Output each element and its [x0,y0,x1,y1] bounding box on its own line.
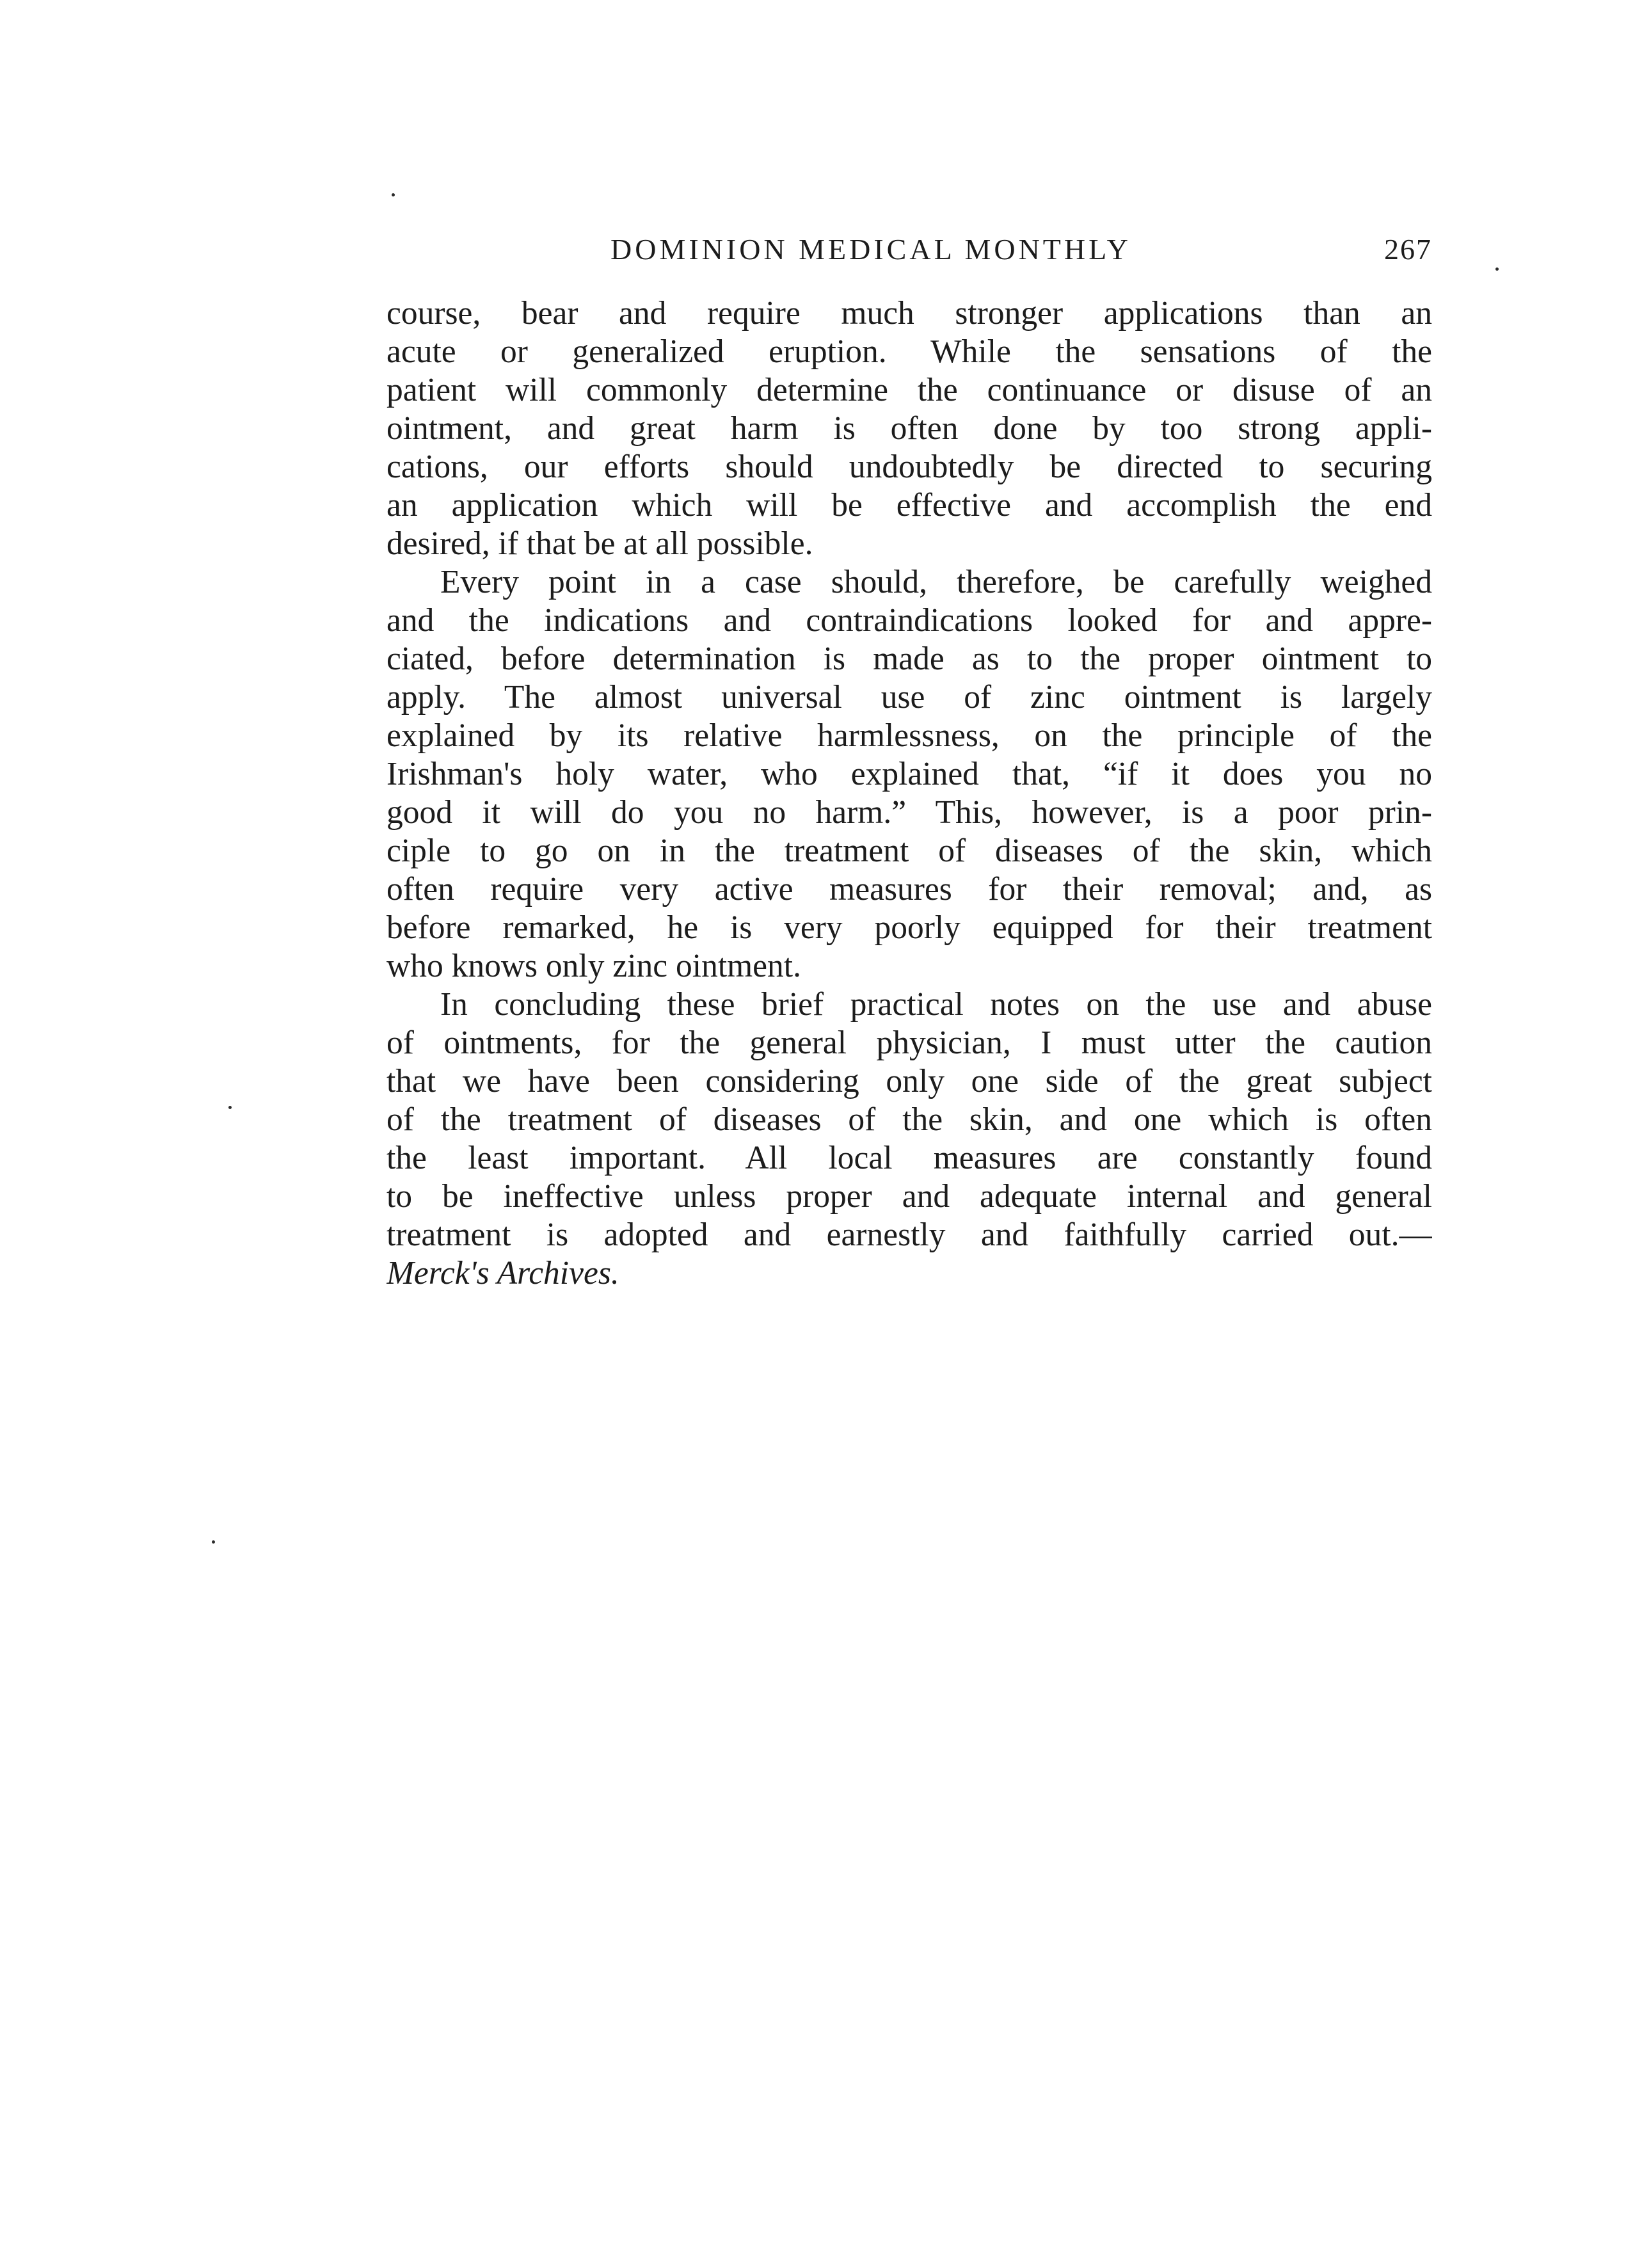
text-line: who knows only zinc ointment. [387,948,801,984]
text-line: explained by its relative harmlessness, on the principle of the [387,717,1432,754]
text-line: good it will do you no harm.” This, however, is a poor prin- [387,794,1432,831]
text-line: the least important. All local measures are constantly found [387,1140,1432,1176]
text-line: patient will commonly determine the continuance or disuse of an [387,372,1432,408]
text-line: of the treatment of diseases of the skin, and one which is often [387,1101,1432,1138]
article-body [387,294,1432,1293]
text-line: Irishman's holy water, who explained that, “if it does you no [387,756,1432,792]
paragraph-1 [387,294,1432,563]
source-citation: Merck's Archives. [387,1255,619,1291]
paragraph-2 [387,563,1432,986]
text-line: cations, our efforts should undoubtedly be directed to securing [387,449,1432,485]
page-number: 267 [1384,233,1432,266]
print-speck [1495,268,1499,271]
print-speck [212,1540,215,1544]
text-line: an application which will be effective and accomplish the end [387,487,1432,523]
text-line: before remarked, he is very poorly equipped for their treatment [387,909,1432,946]
print-speck [228,1106,232,1109]
text-line: to be ineffective unless proper and adequate internal and general [387,1178,1432,1215]
text-line: of ointments, for the general physician, I must utter the caution [387,1025,1432,1061]
text-line: desired, if that be at all possible. [387,525,813,562]
print-speck [392,193,395,196]
text-line: In concluding these brief practical notes on the use and abuse [440,986,1432,1023]
text-line: often require very active measures for their removal; and, as [387,871,1432,907]
text-line: acute or generalized eruption. While the sensations of the [387,333,1432,370]
text-line: ointment, and great harm is often done by too strong appli- [387,410,1432,447]
text-line: ciated, before determination is made as to the proper ointment to [387,641,1432,677]
text-line: course, bear and require much stronger applications than an [387,295,1432,331]
text-line: apply. The almost universal use of zinc ointment is largely [387,679,1432,715]
running-head [387,227,1432,272]
text-line: treatment is adopted and earnestly and faithfully carried out.— [387,1217,1432,1253]
running-title: DOMINION MEDICAL MONTHLY [610,233,1131,266]
text-line: Every point in a case should, therefore, be carefully weighed [440,564,1432,600]
text-line: ciple to go on in the treatment of diseases of the skin, which [387,833,1432,869]
text-line: and the indications and contraindications looked for and appre- [387,602,1432,639]
text-line: that we have been considering only one side of the great subject [387,1063,1432,1099]
paragraph-3 [387,986,1432,1293]
